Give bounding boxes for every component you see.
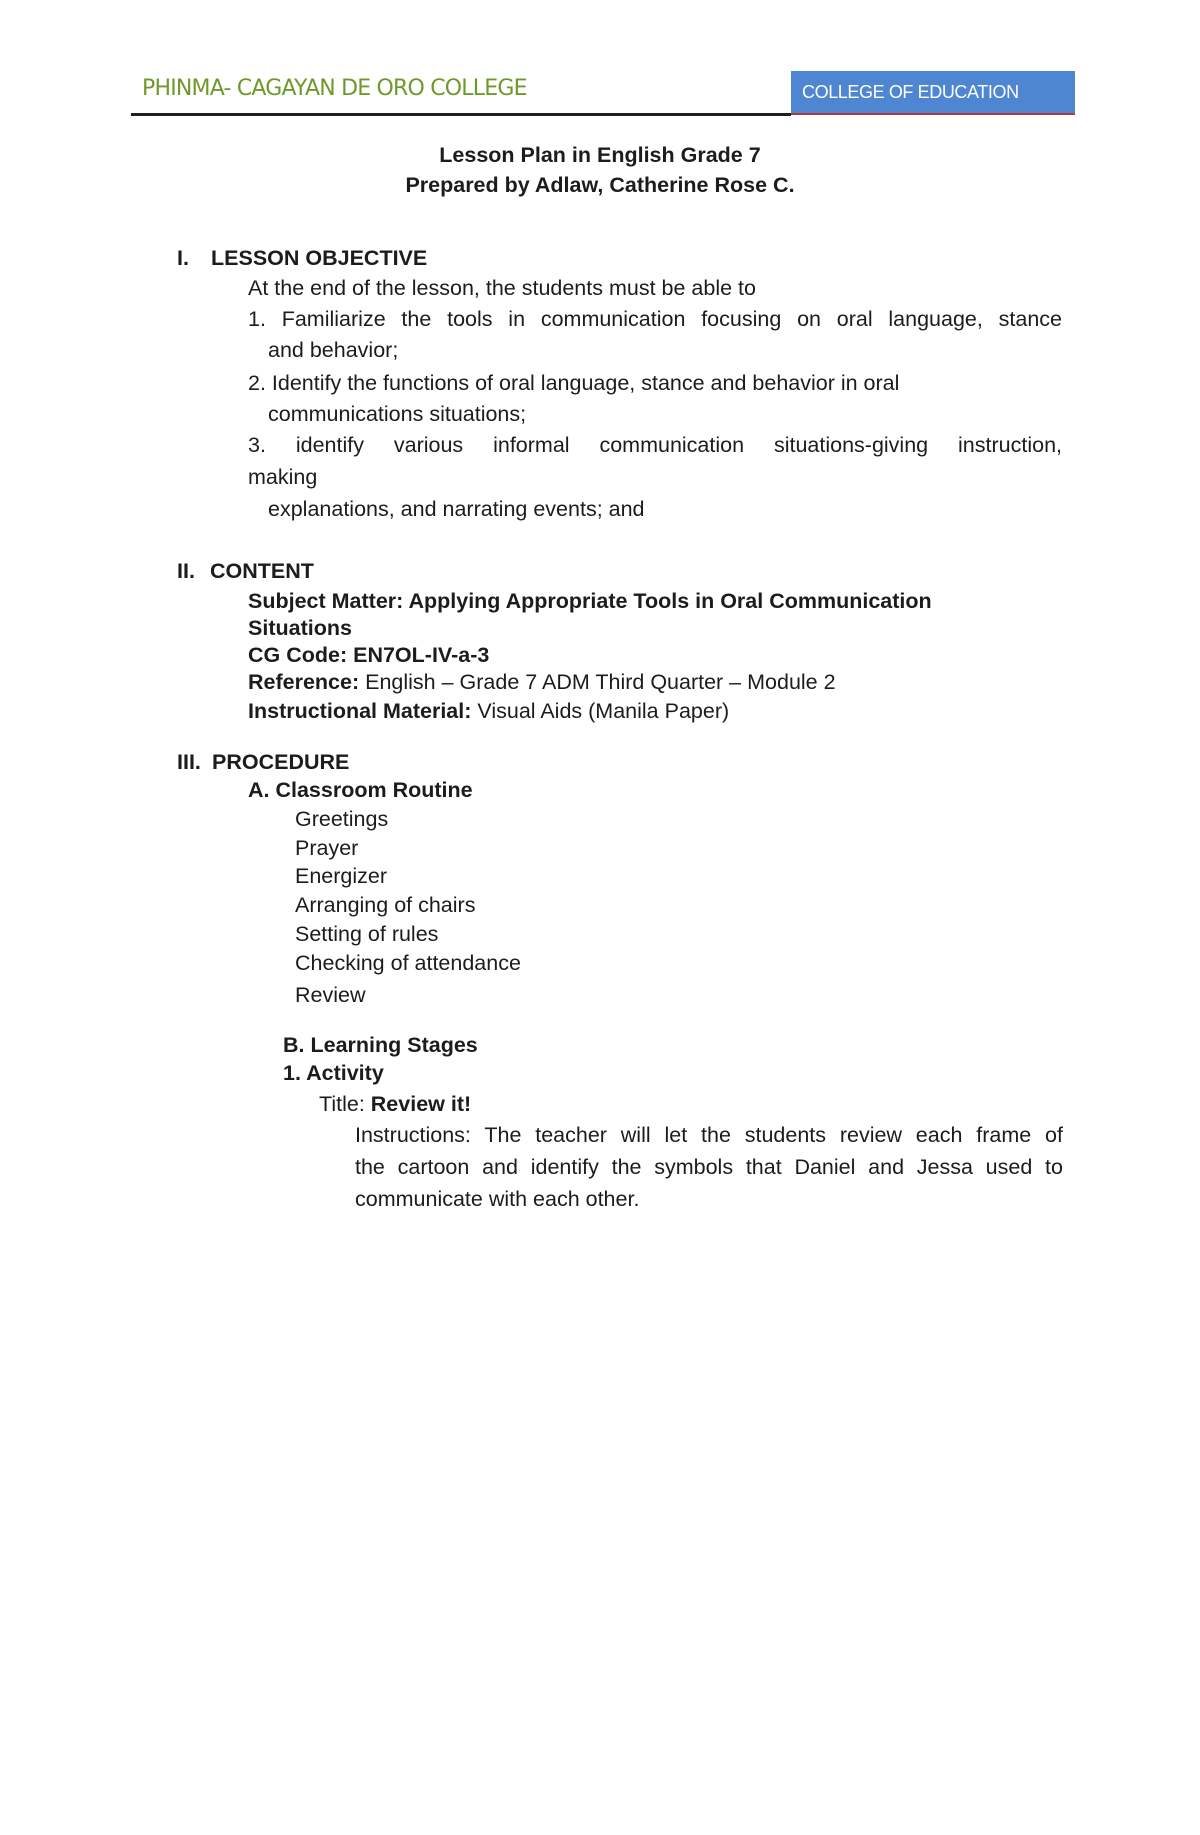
reference-label: Reference: — [248, 670, 360, 694]
objective-item-1-line-2: and behavior; — [268, 338, 399, 362]
section-numeral-content: II. — [177, 559, 195, 583]
objective-item-3-line-2: making — [248, 465, 318, 489]
objective-item-2-line-1: 2. Identify the functions of oral language, stance and behavior in oral — [248, 371, 900, 395]
section-heading-content: CONTENT — [210, 559, 314, 583]
activity-instructions-line-2: the cartoon and identify the symbols that Daniel and Jessa used to — [355, 1155, 1063, 1179]
objective-item-3-line-3: explanations, and narrating events; and — [268, 497, 645, 521]
instructional-material-value: Visual Aids (Manila Paper) — [471, 699, 730, 723]
section-heading-objective: LESSON OBJECTIVE — [211, 246, 428, 270]
subject-matter-line-2: Situations — [248, 616, 352, 640]
routine-item: Arranging of chairs — [295, 893, 476, 917]
college-name: PHINMA- CAGAYAN DE ORO COLLEGE — [142, 76, 527, 101]
activity-heading: 1. Activity — [283, 1061, 384, 1085]
instructional-material-line — [248, 699, 729, 724]
activity-title-label: Title: — [319, 1092, 371, 1116]
objective-intro: At the end of the lesson, the students must be able to — [248, 276, 756, 300]
routine-item: Greetings — [295, 807, 389, 831]
routine-item: Review — [295, 983, 366, 1007]
objective-item-2-line-2: communications situations; — [268, 402, 527, 426]
department-box-rule — [791, 113, 1075, 115]
subject-matter-line-1: Subject Matter: Applying Appropriate Tools in Oral Communication — [248, 589, 932, 613]
reference-line — [248, 670, 836, 695]
header-rule — [131, 113, 791, 116]
classroom-routine-heading: A. Classroom Routine — [248, 778, 473, 802]
activity-title-value: Review it! — [370, 1092, 472, 1116]
document-author: Prepared by Adlaw, Catherine Rose C. — [405, 173, 795, 197]
department-label: COLLEGE OF EDUCATION — [802, 82, 1019, 102]
section-numeral-procedure: III. — [177, 750, 201, 774]
routine-item: Energizer — [295, 864, 388, 888]
routine-item: Prayer — [295, 836, 359, 860]
routine-item: Checking of attendance — [295, 951, 521, 975]
activity-title — [319, 1092, 471, 1117]
objective-item-3-line-1: 3. identify various informal communication situations-giving instruction, — [248, 433, 1062, 457]
section-heading-procedure: PROCEDURE — [212, 750, 350, 774]
document-title: Lesson Plan in English Grade 7 — [439, 143, 761, 167]
cg-code: CG Code: EN7OL-IV-a-3 — [248, 643, 490, 667]
routine-item: Setting of rules — [295, 922, 439, 946]
instructional-material-label: Instructional Material: — [248, 699, 472, 723]
activity-instructions-line-3: communicate with each other. — [355, 1187, 640, 1211]
section-numeral-objective: I. — [177, 246, 189, 270]
objective-item-1-line-1: 1. Familiarize the tools in communication focusing on oral language, stance — [248, 307, 1062, 331]
activity-instructions-line-1: Instructions: The teacher will let the students review each frame of — [355, 1123, 1063, 1147]
learning-stages-heading: B. Learning Stages — [283, 1033, 478, 1057]
reference-value: English – Grade 7 ADM Third Quarter – Module 2 — [359, 670, 836, 694]
